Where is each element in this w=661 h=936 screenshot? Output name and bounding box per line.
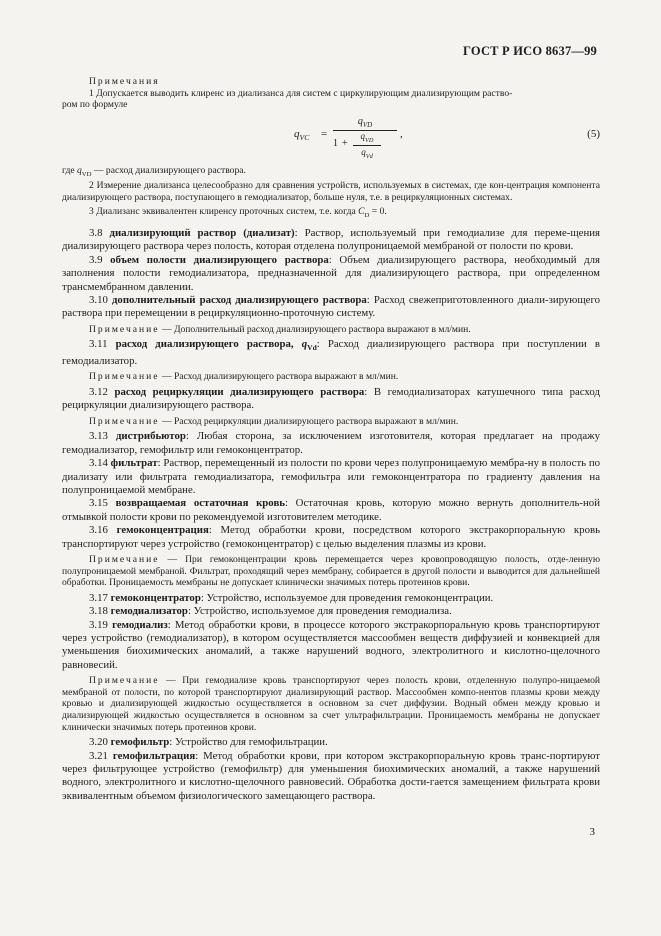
document-header: ГОСТ Р ИСО 8637—99: [463, 44, 597, 58]
item-3-11: 3.11 расход диализирующего раствора, $q_{Vd}$: Расход диализирующего раствора при поступлении в гемодиализатор.: [62, 338, 600, 367]
item-3-19: 3.19 гемодиализ: Метод обработки крови, в процессе которого экстракорпоральную кровь транспортируют через устройство (гемодиализатор), в котором осуществляется массообмен веществ диффузией и конвекцией для уменьшения биохимических аномалий, а также нарушений водного, электролитного и кислотно-щелочного равновесий.: [62, 618, 600, 671]
formula-fraction: [333, 115, 397, 160]
item-3-21: 3.21 гемофильтрация: Метод обработки крови, при котором экстракорпоральную кровь транс-портируют через фильтрующее устройство (гемофильтр) для уменьшения биохимических аномалий, а также нарушений водного, электролитного и кислотно-щелочного равновесий. Обработка дости-гается замещением фильтрата крови эквивалентным объемом физиологического замещающего раствора.: [62, 749, 600, 802]
item-3-18: 3.18 гемодиализатор: Устройство, используемое для проведения гемодиализа.: [89, 605, 452, 618]
note-3-16: Примечание — При гемоконцентрации кровь перемещается через кровопроводящую полость, отде-ленную полупроницаемой мембраной. Фильтрат, проходящий через мембрану, собирается в другой полости и выводится для дальнейшей обработки. Проницаемость мембраны не допускает клинически значимых потерь протеинов крови.: [62, 554, 600, 589]
formula-lhs: $q_{VC}$: [294, 127, 310, 142]
formula-where: где $q_{VD}$ — расход диализирующего раствора.: [62, 164, 246, 178]
formula-inner-fraction: $q_{VD}$ $q_{Vd}$: [353, 131, 381, 160]
item-3-13: 3.13 дистрибьютор: Любая сторона, за исключением изготовителя, которая предлагает на продажу гемодиализатор, гемофильтр или гемоконцентратор.: [62, 430, 601, 456]
formula-denominator: 1 + $q_{VD}$ $q_{Vd}$: [333, 132, 397, 156]
page-content: [62, 76, 600, 803]
item-3-17: 3.17 гемоконцентратор: Устройство, используемое для проведения гемоконцентрации.: [89, 591, 494, 604]
notes-heading: Примечания: [89, 76, 160, 87]
item-3-8: 3.8 диализирующий раствор (диализат): Раствор, используемый при гемодиализе для переме-щения диализирующего раствора через полость, которая отделена полупроницаемой мембраной от полости по крови.: [62, 226, 600, 253]
formula-equals: =: [321, 127, 328, 140]
note-3-19: Примечание — При гемодиализе кровь транспортируют через полость крови, отделенную полупро-ницаемой мембраной от полости, по которой транспортируют диализирующий раствор. Массообмен компо-нентов плазмы крови между кровью и диализирующей жидкостью осуществляется в основном за счет диффузии. Водный обмен между кровью и диализирующей жидкостью осуществляется в основном за счет ультрафильтрации. Проницаемость мембраны не допускает клинически значимых потерь протеинов крови.: [62, 675, 600, 733]
note-3-12: Примечание — Расход рециркуляции диализирующего раствора выражают в мл/мин.: [89, 415, 459, 427]
formula-numerator: $q_{VD}$: [357, 115, 373, 129]
page-number: 3: [589, 826, 595, 838]
formula-5: $q_{VC}$ = $q_{VD}$ 1 + $q_{VD}$ $q_{Vd}$ , (5): [294, 115, 600, 160]
note-1-cont: ром по формуле: [62, 99, 128, 111]
note-2: 2 Измерение диализанса целесообразно для сравнения устройств, используемых в системах, где кон-центрация компонента диализирующего раствора, поступающего в гемодиализатор, больше нуля, т.е. в рециркуляционных системах.: [62, 180, 600, 203]
item-3-9: 3.9 объем полости диализирующего раствора: Объем диализирующего раствора, необходимый для заполнения полости гемодиализатора, предназначенной для диализирующего раствора, при определенном трансмембранном давлении.: [62, 253, 600, 293]
formula-number: (5): [587, 127, 600, 140]
note-3: 3 Диализанс эквивалентен клиренсу проточных систем, т.е. когда $C_D = 0$.: [89, 206, 387, 220]
item-3-14: 3.14 фильтрат: Раствор, перемещенный из полости по крови через полупроницаемую мембра-ну в полость по диализату или фильтрата гемодиализатора, гемофильтра или гемоконцентратора по градиенту давления на полупроницаемой мембране.: [62, 457, 600, 496]
item-3-16: 3.16 гемоконцентрация: Метод обработки крови, посредством которого экстракорпоральную кровь транспортируют через устройство (гемоконцентратор) с целью выделения плазмы из крови.: [62, 524, 600, 550]
note-1-line: 1 Допускается выводить клиренс из диализанса для систем с циркулирующим диализирующим раство-: [89, 87, 513, 99]
note-3-10: Примечание — Дополнительный расход диализирующего раствора выражают в мл/мин.: [89, 323, 471, 335]
item-3-12: 3.12 расход рециркуляции диализирующего раствора: В гемодиализаторах катушечного типа расход рециркуляции диализирующего раствора.: [62, 385, 601, 412]
note-3-11: Примечание — Расход диализирующего раствора выражают в мл/мин.: [89, 371, 399, 383]
item-3-20: 3.20 гемофильтр: Устройство для гемофильтрации.: [89, 736, 328, 749]
item-3-10: 3.10 дополнительный расход диализирующего раствора: Расход свежеприготовленного диали-зирующего раствора при перемещении в рециркуляционно-проточную систему.: [62, 294, 600, 320]
item-3-15: 3.15 возвращаемая остаточная кровь: Остаточная кровь, которую можно вернуть дополнитель-ной отмывкой полости крови по рекомендуемой изготовителем методике.: [62, 497, 600, 523]
